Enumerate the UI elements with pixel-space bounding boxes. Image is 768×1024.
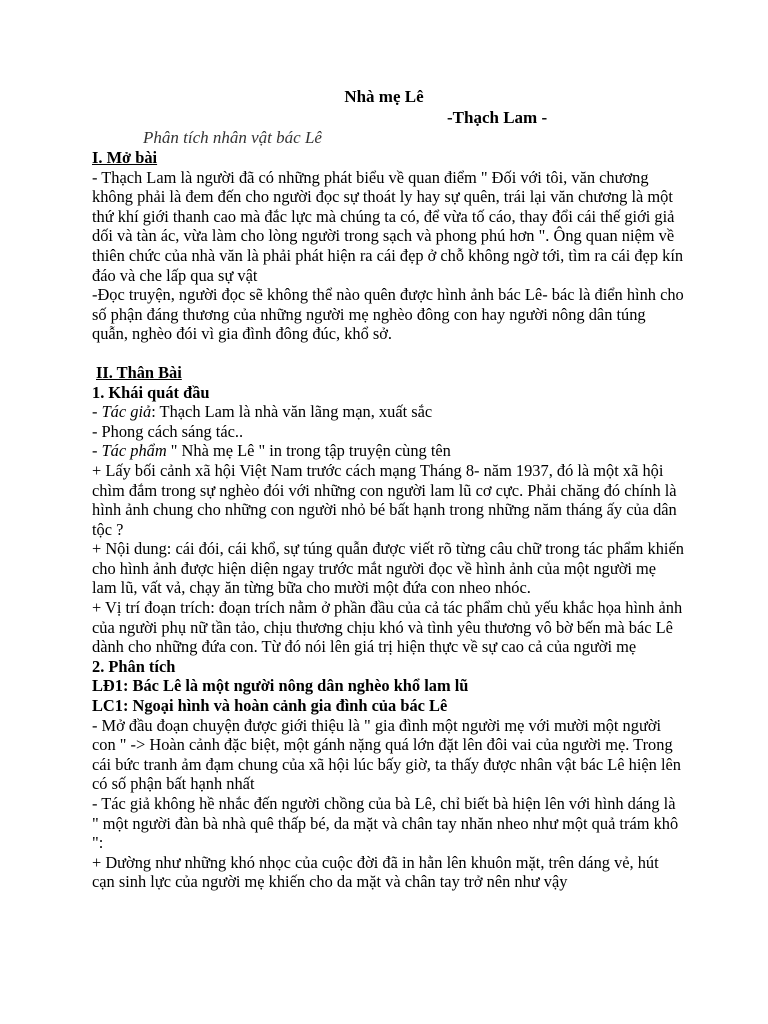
content-paragraph: + Nội dung: cái đói, cái khổ, sự túng quẫn được viết rõ từng câu chữ trong tác phẩm khiến cho hình ảnh được hiện diện ngay trước mắt người đọc về hình ảnh của một người mẹ lam lũ, vất vả, chạy ăn từng bữa cho mười một đứa con nheo nhóc. xyxy=(92,539,684,598)
husband-paragraph: - Tác giả không hề nhắc đến người chồng của bà Lê, chỉ biết bà hiện lên với hình dáng là " một người đàn bà nhà quê thấp bé, da mặt và chân tay nhăn nheo như một quả trám khô ": xyxy=(92,794,679,853)
document-author: -Thạch Lam - xyxy=(447,108,548,127)
style-line: - Phong cách sáng tác.. xyxy=(92,421,244,441)
intro-paragraph-2: -Đọc truyện, người đọc sẽ không thể nào quên được hình ảnh bác Lê- bác là điển hình cho số phận đáng thương của những người mẹ nghèo đông con hay người nông dân túng quẫn, nghèo đói vì gia đình đông đúc, khổ sở. xyxy=(92,285,684,344)
ld1-heading: LĐ1: Bác Lê là một người nông dân nghèo khổ lam lũ xyxy=(92,676,469,696)
document-body xyxy=(92,148,684,892)
work-text: " Nhà mẹ Lê " in trong tập truyện cùng tên xyxy=(166,441,451,461)
author-line: - Tác giả: Thạch Lam là nhà văn lãng mạn, xuất sắc xyxy=(92,402,433,422)
lc1-heading: LC1: Ngoại hình và hoàn cảnh gia đình của bác Lê xyxy=(92,696,448,716)
section-gap xyxy=(92,344,684,363)
work-label: Tác phẩm xyxy=(101,441,167,461)
section-1-heading: 1. Khái quát đầu xyxy=(92,382,210,402)
intro-paragraph-1: - Thạch Lam là người đã có những phát biểu về quan điểm " Đối với tôi, văn chương không phải là đem đến cho người đọc sự thoát ly hay sự quên, trái lại văn chương là một thứ khí giới thanh cao mà đắc lực mà chúng ta có, để vừa tố cáo, thay đổi cái thế giới giả dối và tàn ác, vừa làm cho lòng người trong sạch và phong phú hơn ". Ông quan niệm về thiên chức của nhà văn là phải phát hiện ra cái đẹp ở chỗ không ngờ tới, tìm ra cái đẹp kín đáo và che lấp qua sự vật xyxy=(92,167,684,285)
opening-paragraph: - Mở đầu đoạn chuyện được giới thiệu là " gia đình một người mẹ với mười một người con " -> Hoàn cảnh đặc biệt, một gánh nặng quá lớn đặt lên đôi vai của người mẹ. Trong cái bức tranh ảm đạm chung của xã hội lúc bấy giờ, ta thấy được nhân vật bác Lê hiện lên có số phận bất hạnh nhất xyxy=(92,715,681,794)
author-text: : Thạch Lam là nhà văn lãng mạn, xuất sắc xyxy=(151,402,433,422)
context-paragraph: + Lấy bối cảnh xã hội Việt Nam trước cách mạng Tháng 8- năm 1937, đó là một xã hội chìm đắm trong sự nghèo đói với những con người lam lũ cơ cực. Phải chăng đó chính là hình ảnh chung cho những con người nhỏ bé bất hạnh trong những năm tháng ấy của dân tộc ? xyxy=(92,460,677,539)
position-paragraph: + Vị trí đoạn trích: đoạn trích nằm ở phần đầu của cả tác phẩm chủ yếu khắc họa hình ảnh của người phụ nữ tần tảo, chịu thương chịu khó và tình yêu thương vô bờ bến mà bác Lê dành cho những đứa con. Từ đó nói lên giá trị hiện thực về sự cao cả của người mẹ xyxy=(92,598,683,657)
document-title: Nhà mẹ Lê xyxy=(344,87,424,106)
document-subtitle: Phân tích nhân vật bác Lê xyxy=(143,128,322,147)
section-2-heading: 2. Phân tích xyxy=(92,656,176,676)
intro-heading: I. Mở bài xyxy=(92,148,158,167)
body-heading: II. Thân Bài xyxy=(96,362,182,382)
work-line: - Tác phẩm " Nhà mẹ Lê " in trong tập truyện cùng tên xyxy=(92,441,451,461)
author-label: Tác giả xyxy=(101,402,152,422)
hardship-paragraph: + Dường như những khó nhọc của cuộc đời đã in hằn lên khuôn mặt, trên dáng vẻ, hút cạn sinh lực của người mẹ khiến cho da mặt và chân tay trở nên như vậy xyxy=(92,852,659,892)
